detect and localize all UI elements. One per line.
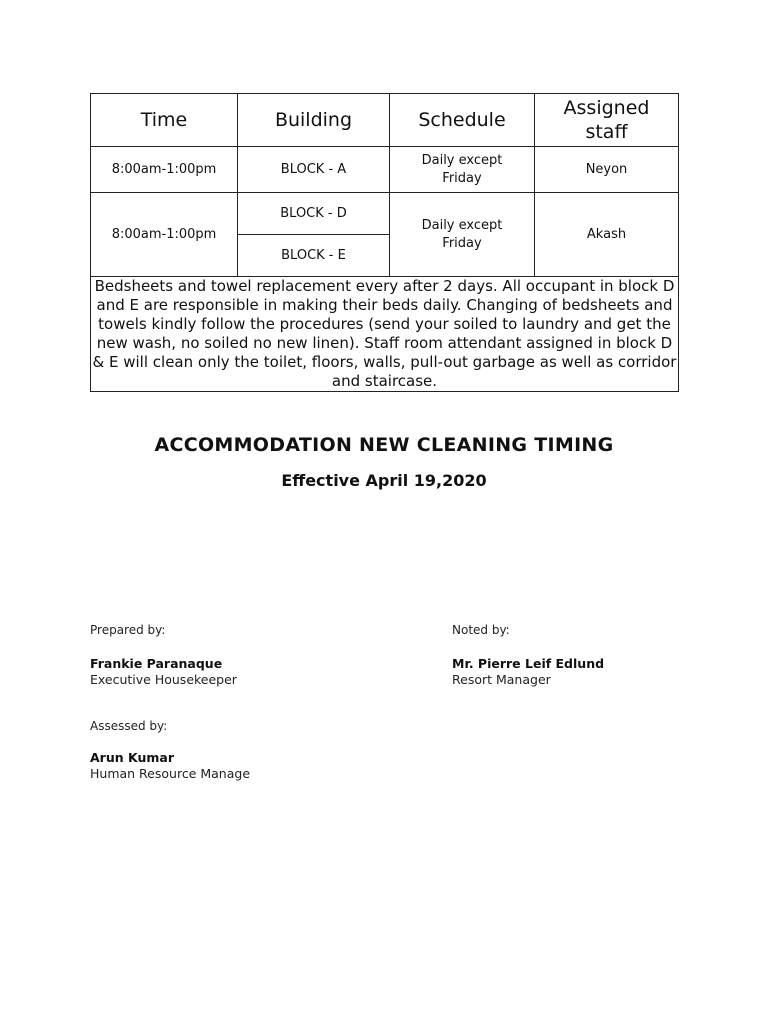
assessed-by-role: Human Resource Manage (90, 766, 251, 781)
cell-schedule (390, 193, 535, 277)
table-header-row (91, 94, 679, 147)
header-time: Time (91, 94, 238, 147)
table-row (91, 193, 679, 235)
cleaning-note: Bedsheets and towel replacement every after 2 days. All occupant in block D and E are responsible in making their beds daily. Changing of bedsheets and towels kindly follow the procedures (send your soiled to laundry and get the new wash, no soiled no new linen). Staff room attendant assigned in block D & E will clean only the toilet, floors, walls, pull-out garbage as well as corridor and staircase. (91, 277, 679, 392)
cell-schedule-text: Daily except Friday (421, 217, 503, 251)
header-assigned-staff-label: Assigned staff (563, 97, 650, 143)
prepared-by-label: Prepared by: (90, 623, 166, 637)
cell-schedule (390, 147, 535, 193)
cell-building: BLOCK - A (238, 147, 390, 193)
prepared-by-name: Frankie Paranaque (90, 656, 223, 671)
header-building: Building (238, 94, 390, 147)
header-schedule: Schedule (390, 94, 535, 147)
cell-building: BLOCK - D (238, 193, 390, 235)
noted-by-label: Noted by: (452, 623, 510, 637)
assessed-by-name: Arun Kumar (90, 750, 174, 765)
noted-by-role: Resort Manager (452, 672, 551, 687)
header-assigned-staff (535, 94, 679, 147)
page-title: ACCOMMODATION NEW CLEANING TIMING (154, 434, 614, 456)
cell-time: 8:00am-1:00pm (91, 193, 238, 277)
noted-by-name: Mr. Pierre Leif Edlund (452, 656, 605, 671)
cell-schedule-text: Daily except Friday (421, 152, 503, 186)
cell-staff: Akash (535, 193, 679, 277)
cleaning-schedule-table (90, 93, 679, 392)
assessed-by-label: Assessed by: (90, 719, 168, 733)
cell-building: BLOCK - E (238, 235, 390, 277)
table-note-row (91, 277, 679, 392)
cell-staff: Neyon (535, 147, 679, 193)
table-row (91, 147, 679, 193)
page-subtitle: Effective April 19,2020 (281, 471, 487, 490)
prepared-by-role: Executive Housekeeper (90, 672, 237, 687)
cell-time: 8:00am-1:00pm (91, 147, 238, 193)
